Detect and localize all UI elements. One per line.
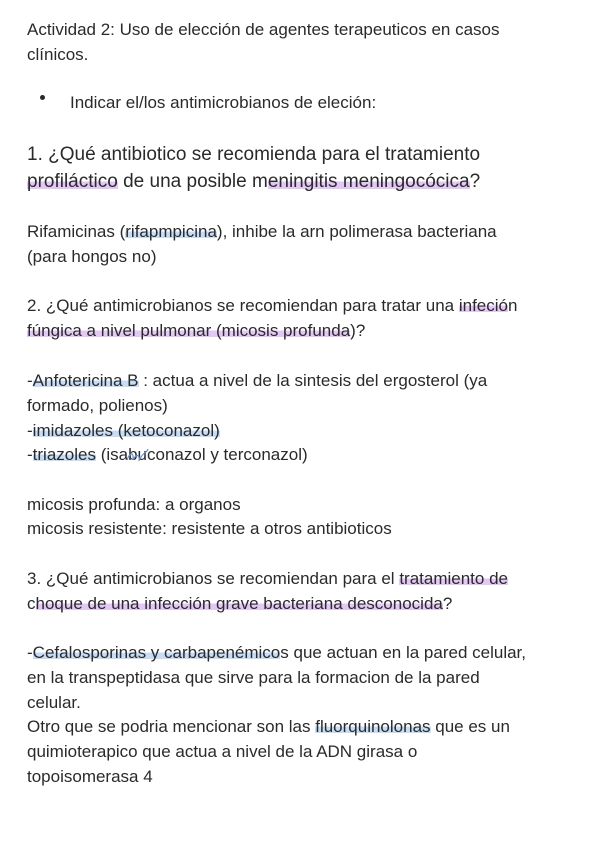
answer-1-line-1: Rifamicinas (rifapmpicina), inhibe la arn polimerasa bacteriana [27, 222, 497, 241]
document-title-line-2: clínicos. [27, 45, 89, 64]
answer-1-line-2: (para hongos no) [27, 247, 157, 266]
question-3-line-1: 3. ¿Qué antimicrobianos se recomiendan para el tratamiento de [27, 569, 508, 588]
question-2-line-1: 2. ¿Qué antimicrobianos se recomiendan para tratar una infeción [27, 296, 518, 315]
highlight-blue: imidazoles (ketoconazol) [32, 421, 220, 440]
answer-3-line-2: en la transpeptidasa que sirve para la formacion de la pared [27, 668, 480, 687]
highlight-blue: Anfotericina B [32, 371, 139, 390]
highlight-purple: hoque de una infección grave bacteriana desconocida [35, 594, 443, 613]
highlight-blue: fluorquinolonas [315, 717, 431, 736]
answer-3-line-6: topoisomerasa 4 [27, 767, 153, 786]
document-title-line-1: Actividad 2: Uso de elección de agentes terapeuticos en casos [27, 20, 500, 39]
answer-3-line-3: celular. [27, 693, 81, 712]
highlight-purple: tratamiento de [399, 569, 508, 588]
answer-3-line-5: quimioterapico que actua a nivel de la ADN girasa o [27, 742, 418, 761]
answer-3-line-1: -Cefalosporinas y carbapenémicos que actuan en la pared celular, [27, 643, 526, 662]
question-1-line-2: profiláctico de una posible meningitis meningocócica? [27, 171, 481, 192]
answer-2-line-2: formado, polienos) [27, 396, 168, 415]
notes-line-1: micosis profunda: a organos [27, 495, 241, 514]
notes-line-2: micosis resistente: resistente a otros antibioticos [27, 519, 392, 538]
answer-2-line-4: -triazoles (isabuconazol y terconazol) [27, 445, 308, 464]
highlight-purple: infeció [458, 296, 508, 315]
highlight-purple: eningitis meningocócica [267, 171, 470, 192]
question-1-line-1: 1. ¿Qué antibiotico se recomienda para el tratamiento [27, 144, 481, 165]
question-2-line-2: fúngica a nivel pulmonar (micosis profunda)? [27, 321, 366, 340]
highlight-blue: Cefalosporinas y carbapenémico [32, 643, 281, 662]
highlight-purple: profiláctico [27, 171, 118, 192]
highlight-purple: fúngica a nivel pulmonar (micosis profunda [27, 321, 351, 340]
pen-scribble-mark [124, 446, 152, 466]
highlight-blue: rifapmpicina [125, 222, 217, 241]
answer-2-line-3: -imidazoles (ketoconazol) [27, 421, 220, 440]
highlight-blue: triazoles [32, 445, 96, 464]
answer-3-line-4: Otro que se podria mencionar son las fluorquinolonas que es un [27, 717, 510, 736]
bullet-dot [40, 95, 45, 100]
answer-2-line-1: -Anfotericina B : actua a nivel de la sintesis del ergosterol (ya [27, 371, 488, 390]
question-3-line-2: choque de una infección grave bacteriana desconocida? [27, 594, 453, 613]
instruction-text: Indicar el/los antimicrobianos de eleción: [70, 93, 377, 112]
